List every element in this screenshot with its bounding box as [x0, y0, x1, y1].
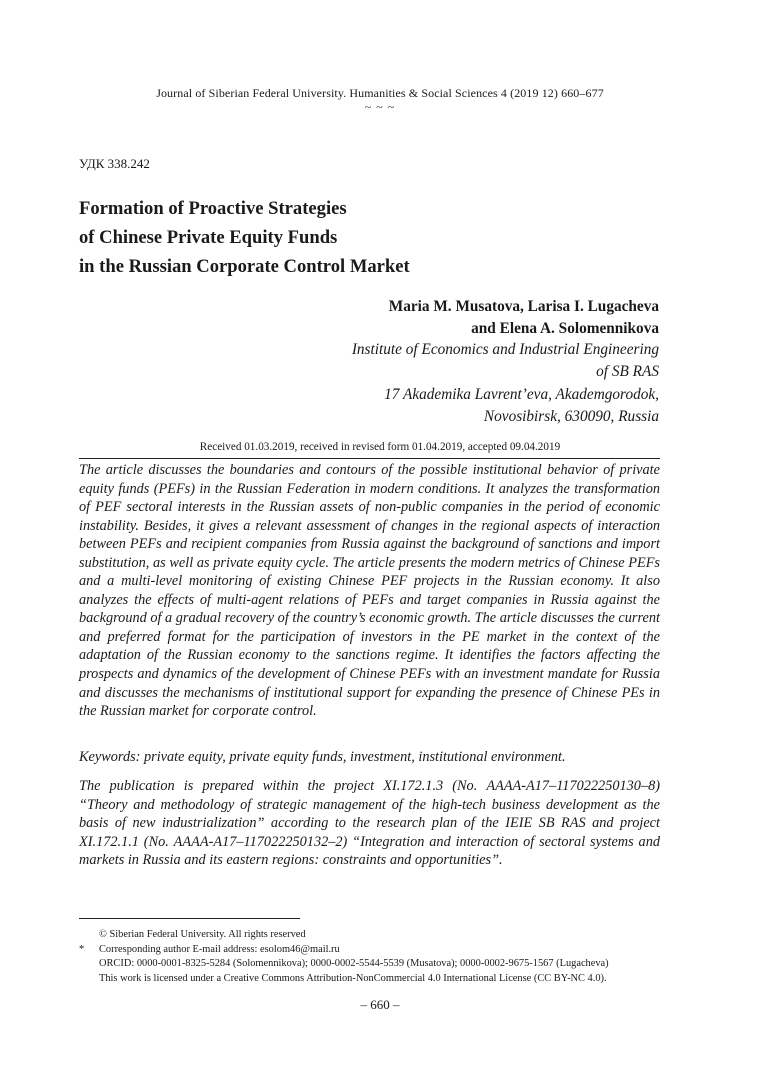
- footnote-divider: [79, 918, 300, 919]
- affiliation-line: Novosibirsk, 630090, Russia: [483, 407, 659, 425]
- header-separator: ~ ~ ~: [364, 100, 396, 114]
- corresponding-author-note: Corresponding author E-mail address: esolom46@mail.ru: [99, 943, 340, 955]
- orcid-note: ORCID: 0000-0001-8325-5284 (Solomennikova); 0000-0002-5544-5539 (Musatova); 0000-0002-9675-1567 (Lugacheva): [99, 958, 609, 970]
- author-list: [389, 296, 659, 340]
- title-line: Formation of Proactive Strategies: [79, 198, 347, 219]
- footnote-row: [79, 928, 679, 943]
- affiliation-line: Institute of Economics and Industrial Engineering: [351, 341, 659, 358]
- asterisk-mark: *: [79, 943, 85, 955]
- authors-line: and Elena A. Solomennikova: [471, 320, 659, 337]
- article-title: [79, 194, 639, 281]
- funding-note: The publication is prepared within the project XI.172.1.3 (No. АААА-А17–117022250130–8) “Theory and methodology of strategic management of the high-tech business development as the basis of new industrialization” according to the research plan of the IEIE SB RAS and project XI.172.1.1 (No. АААА-А17–117022250132–2) “Integration and interaction of sectoral systems and markets in Russia and its eastern regions: constraints and opportunities”.: [79, 778, 660, 869]
- affiliation-line: 17 Akademika Lavrent’eva, Akademgorodok,: [384, 385, 659, 403]
- abstract: The article discusses the boundaries and contours of the possible institutional behavior of private equity funds (PEFs) in the Russian Federation in modern conditions. It analyzes the transformation of PEF sectoral interests in the Russian assets of non-public companies in the period of economic instability. Besides, it gives a relevant assessment of changes in the regional aspects of interaction between PEFs and recipient companies from Russia against the background of sanctions and import substitution, as well as private equity cycle. The article presents the modern metrics of Chinese PEFs and a multi-level monitoring of existing Chinese PEF projects in the Russian economy. It also analyzes the effects of multi-agent relations of PEFs and target companies in Russia against the background of a gradual recovery of the country’s economic growth. The article discusses the current and preferred format for the participation of investors in the PE market in the context of the adaptation of the Russian economy to the sanctions regime. It identifies the factors affecting the prospects and dynamics of the development of Chinese PEFs with an investment mandate for Russia and discusses the mechanisms of institutional support for expanding the presence of Chinese PEs in the Russian market for corporate control.: [79, 462, 660, 720]
- keywords: Keywords: private equity, private equity funds, investment, institutional environment.: [79, 749, 566, 765]
- udk-code: УДК 338.242: [79, 156, 150, 171]
- authors-line: Maria M. Musatova, Larisa I. Lugacheva: [388, 298, 659, 315]
- affiliation-line: of SB RAS: [596, 363, 659, 381]
- footnote-row: [79, 943, 679, 958]
- received-dates: Received 01.03.2019, received in revised form 01.04.2019, accepted 09.04.2019: [199, 441, 561, 453]
- footnote-row: [79, 957, 679, 972]
- footnotes: [79, 928, 679, 986]
- footnote-row: [79, 972, 679, 987]
- journal-header: Journal of Siberian Federal University. Humanities & Social Sciences 4 (2019 12) 660–677: [156, 86, 604, 100]
- license-note: This work is licensed under a Creative Commons Attribution-NonCommercial 4.0 International License (CC BY-NC 4.0).: [99, 972, 607, 984]
- page-number: – 660 –: [360, 997, 400, 1012]
- abstract-divider: [79, 458, 660, 459]
- title-line: of Chinese Private Equity Funds: [79, 227, 338, 248]
- title-line: in the Russian Corporate Control Market: [79, 256, 410, 277]
- copyright-note: © Siberian Federal University. All rights reserved: [99, 929, 306, 940]
- affiliation: [352, 339, 659, 428]
